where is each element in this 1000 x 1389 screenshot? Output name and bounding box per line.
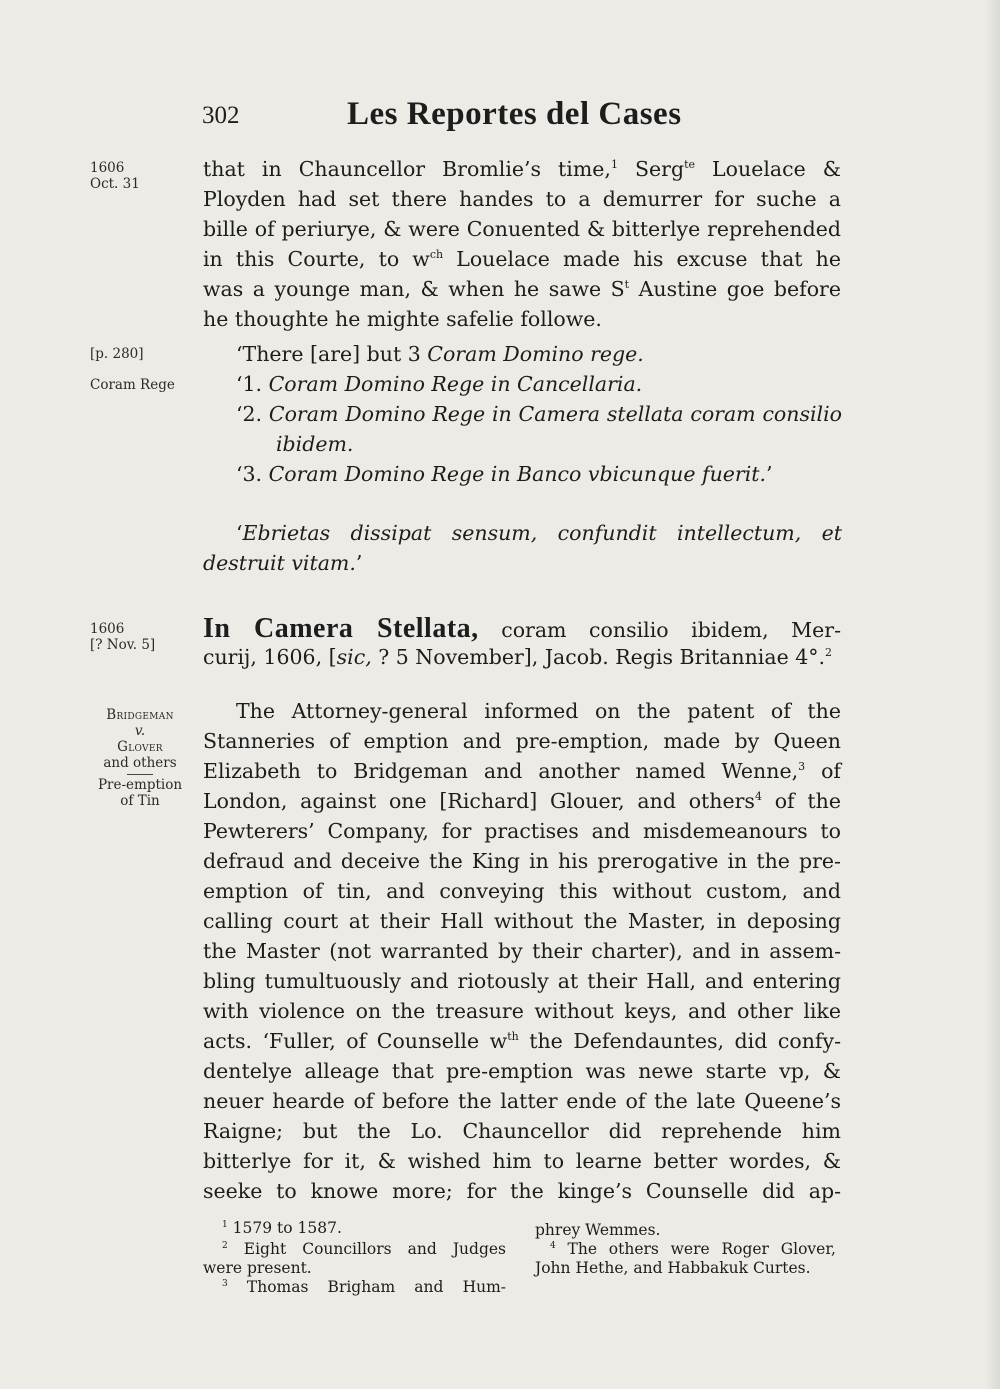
text-line: defraud and deceive the King in his prerogative in the pre- (203, 849, 841, 873)
margin-date-2: 1606 [? Nov. 5] (90, 621, 156, 653)
text-line: Pewterers’ Company, for practises and misdemeanours to (203, 819, 841, 843)
text-line: in this Courte, to $w^{ch}$ Louelace made his excuse that he (203, 247, 841, 271)
maxim-line: destruit vitam.’ (203, 551, 363, 575)
quote-line: ‘3. Coram Domino Rege in Banco vbicunque fuerit.’ (236, 462, 773, 486)
quote-line: ‘2. Coram Domino Rege in Camera stellata coram consilio (236, 402, 842, 426)
footnote-3: $^3$ Thomas Brigham and Hum- (222, 1278, 506, 1296)
page-number: 302 (202, 102, 240, 129)
footnote-4-cont: John Hethe, and Habbakuk Curtes. (535, 1259, 811, 1277)
running-title: Les Reportes del Cases (347, 96, 682, 132)
footnote-2-cont: were present. (203, 1259, 312, 1277)
text-line: neuer hearde of before the latter ende of the late Queene’s (203, 1089, 841, 1113)
footnote-2: $^2$ Eight Councillors and Judges (222, 1240, 506, 1258)
text-line: the Master (not warranted by their charter), and in assem- (203, 939, 841, 963)
text-line: The Attorney-general informed on the patent of the (236, 699, 841, 723)
text-line: calling court at their Hall without the Master, in deposing (203, 909, 841, 933)
case-heading: In Camera Stellata, coram consilio ibidem, Mer- (203, 613, 842, 644)
margin-coram-rege: Coram Rege (90, 377, 175, 393)
page-header (200, 98, 840, 142)
text-line: Stanneries of emption and pre-emption, made by Queen (203, 729, 841, 753)
margin-page-ref: [p. 280] (90, 346, 144, 362)
text-line: he thoughte he mighte safelie followe. (203, 307, 602, 331)
page-edge-shadow (986, 0, 1000, 1389)
quote-line: ibidem. (276, 432, 354, 456)
text-line: London, against one [Richard] Glouer, and others$^4$ of the (203, 789, 841, 813)
text-line: bitterlye for it, & wished him to learne better wordes, & (203, 1149, 841, 1173)
footnote-4: $^4$ The others were Roger Glover, (550, 1240, 836, 1258)
text-line: Elizabeth to Bridgeman and another named Wenne,$^3$ of (203, 759, 842, 783)
quote-line: ‘There [are] but 3 Coram Domino rege. (236, 342, 644, 366)
case-heading-line: curij, 1606, [sic, ? 5 November], Jacob. Regis Britanniae 4°.$^2$ (203, 645, 833, 669)
quote-line: ‘1. Coram Domino Rege in Cancellaria. (236, 372, 643, 396)
text-line: that in Chauncellor Bromlie’s time,$^1$ Serg$^{te}$ Louelace & (203, 157, 841, 181)
text-line: emption of tin, and conveying this without custom, and (203, 879, 841, 903)
text-line: Ployden had set there handes to a demurrer for suche a (203, 187, 841, 211)
text-line: dentelye alleage that pre-emption was newe starte vp, & (203, 1059, 841, 1083)
footnote-1: $^1$ 1579 to 1587. (222, 1219, 342, 1237)
text-line: seeke to knowe more; for the kinge’s Counselle did ap- (203, 1179, 841, 1203)
text-line: bille of periurye, & were Conuented & bitterlye reprehended (203, 217, 841, 241)
footnote-3-cont: phrey Wemmes. (535, 1221, 661, 1239)
text-line: was a younge man, & when he sawe $S^t$ Austine goe before (203, 277, 841, 301)
margin-rule (127, 774, 153, 775)
margin-date-1: 1606 Oct. 31 (90, 160, 140, 192)
text-line: acts. ‘Fuller, of Counselle $w^{th}$ the Defendauntes, did confy- (203, 1029, 841, 1053)
maxim-line: ‘Ebrietas dissipat sensum, confundit intellectum, et (236, 521, 842, 545)
text-line: Raigne; but the Lo. Chauncellor did reprehende him (203, 1119, 841, 1143)
text-line: with violence on the treasure without keys, and other like (203, 999, 841, 1023)
margin-case-name: Bridgeman v. Glover and others Pre-emption of Tin (97, 707, 183, 809)
text-line: bling tumultuously and riotously at their Hall, and entering (203, 969, 841, 993)
